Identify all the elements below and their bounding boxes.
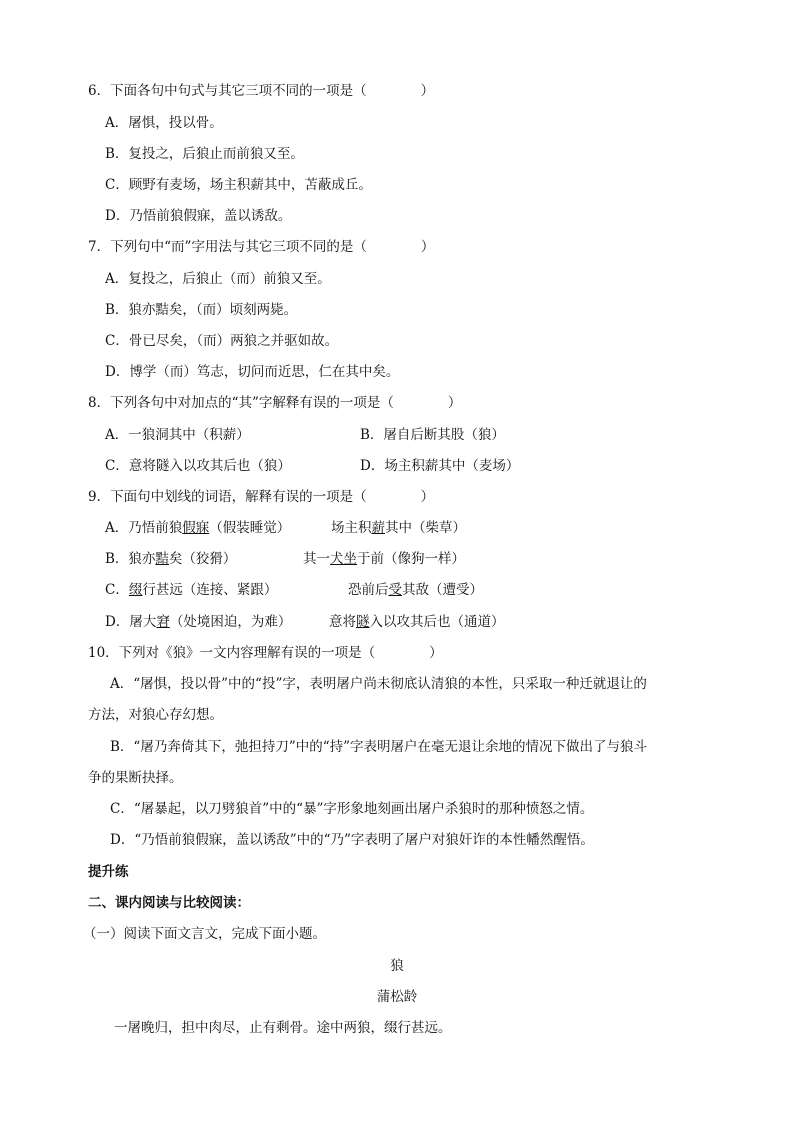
q8-option-c: C．意将隧入以攻其后也（狼）: [105, 458, 291, 474]
q8-option-d: D．场主积薪其中（麦场）: [360, 458, 520, 474]
q9-option-c2: [348, 580, 483, 600]
q9-b1-post: 矣（狡猾）: [168, 551, 237, 567]
q10-stem: 10．下列对《狼》一文内容理解有误的一项是（ ）: [88, 645, 443, 661]
q9-d2-underlined: 隧: [356, 614, 370, 630]
q7-option-a: A．复投之，后狼止（而）前狼又至。: [105, 271, 331, 287]
passage-title: 狼: [390, 958, 404, 974]
q9-c1-underlined: 缀: [128, 582, 143, 598]
q7-stem: 7．下列句中“而”字用法与其它三项不同的是（ ）: [88, 239, 435, 255]
q10-option-a-line1: A．“屠惧，投以骨”中的“投”字，表明屠户尚未彻底认清狼的本性，只采取一种迁就退让的: [110, 676, 647, 692]
q8-stem: 8．下列各句中对加点的“其”字解释有误的一项是（ ）: [88, 395, 462, 411]
q9-b1-underlined: 黠: [155, 551, 169, 567]
q9-a2-post: 其中（柴草）: [385, 520, 466, 536]
q9-b1-pre: B．狼亦: [105, 551, 156, 567]
q9-a1-pre: A．乃悟前狼: [105, 520, 183, 536]
q9-c2-pre: 恐前后: [348, 582, 389, 598]
q6-option-d: D．乃悟前狼假寐，盖以诱敌。: [105, 208, 292, 224]
q9-option-d1: [105, 612, 291, 632]
q9-a1-underlined: 假寐: [182, 520, 210, 536]
q10-option-d: D．“乃悟前狼假寐，盖以诱敌”中的“乃”字表明了屠户对狼奸诈的本性幡然醒悟。: [110, 832, 594, 848]
q9-c1-post: 行甚远（连接、紧跟）: [142, 582, 278, 598]
q9-a1-post: （假装睡觉）: [209, 520, 291, 536]
q9-d2-post: 入以攻其后也（通道）: [369, 614, 505, 630]
q9-option-a1: [105, 518, 290, 538]
q9-option-c1: [105, 580, 277, 600]
q7-option-c: C．骨已尽矣，（而）两狼之并驱如故。: [105, 333, 339, 349]
q9-stem: 9．下面句中划线的词语，解释有误的一项是（ ）: [88, 489, 435, 505]
passage-author: 蒲松龄: [376, 989, 418, 1005]
q8-option-a: A．一狼洞其中（积薪）: [105, 427, 250, 443]
q9-c2-post: 其敌（遭受）: [402, 582, 483, 598]
q9-option-a2: [331, 518, 466, 538]
passage-first-line: 一屠晚归，担中肉尽，止有剩骨。途中两狼，缀行甚远。: [114, 1020, 452, 1036]
q10-option-b-line1: B．“屠乃奔倚其下，弛担持刀”中的“持”字表明屠户在毫无退让余地的情况下做出了与狼斗: [110, 739, 648, 755]
section-title: 提升练: [88, 864, 129, 880]
q6-option-c: C．顾野有麦场，场主积薪其中，苫蔽成丘。: [105, 177, 372, 193]
q7-option-b: B．狼亦黠矣，（而）顷刻两毙。: [105, 302, 298, 318]
q9-a2-underlined: 薪: [371, 520, 385, 536]
q7-option-d: D．博学（而）笃志，切问而近思，仁在其中矣。: [105, 364, 400, 380]
q6-option-b: B．复投之，后狼止而前狼又至。: [105, 146, 304, 162]
q8-option-b: B．屠自后断其股（狼）: [360, 427, 505, 443]
q9-d2-pre: 意将: [329, 614, 356, 630]
q6-option-a: A．屠惧，投以骨。: [105, 115, 223, 131]
q6-stem: 6．下面各句中句式与其它三项不同的一项是（ ）: [88, 83, 435, 99]
q9-b2-underlined: 犬坐: [330, 551, 357, 567]
q9-b2-pre: 其一: [303, 551, 330, 567]
q9-d1-pre: D．屠大: [105, 614, 157, 630]
q9-option-b2: [303, 549, 465, 569]
q10-option-b-line2: 争的果断抉择。: [88, 770, 183, 786]
part-two-heading: 二、课内阅读与比较阅读：: [88, 895, 250, 911]
q9-b2-post: 于前（像狗一样）: [357, 551, 465, 567]
q9-c1-pre: C．: [105, 582, 129, 598]
q9-c2-underlined: 受: [388, 582, 402, 598]
part-one-intro: （一）阅读下面文言文，完成下面小题。: [83, 926, 326, 942]
q10-option-c: C．“屠暴起，以刀劈狼首”中的“暴”字形象地刻画出屠户杀狼时的那种愤怒之情。: [110, 801, 594, 817]
q10-option-a-line2: 方法，对狼心存幻想。: [88, 707, 223, 723]
q9-option-b1: [105, 549, 236, 569]
q9-option-d2: [329, 612, 505, 632]
q9-d1-post: （处境困迫，为难）: [169, 614, 292, 630]
q9-a2-pre: 场主积: [331, 520, 372, 536]
q9-d1-underlined: 窘: [156, 614, 170, 630]
